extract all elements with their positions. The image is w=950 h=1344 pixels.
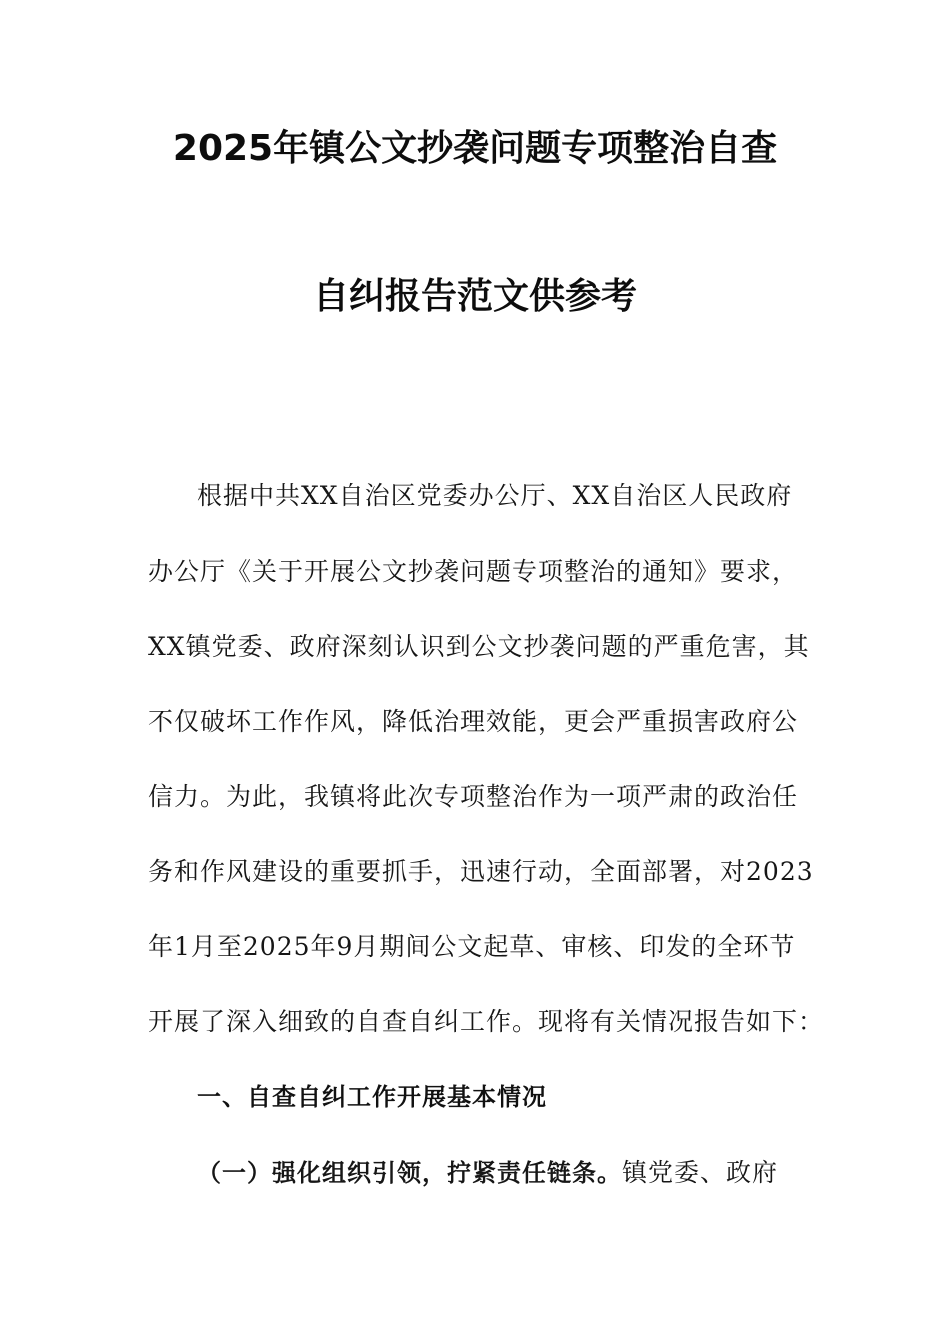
body-line-3: XX镇党委、政府深刻认识到公文抄袭问题的严重危害，其 <box>148 632 810 661</box>
subsection-text: 镇党委、政府 <box>622 1158 779 1187</box>
document-title-line-1: 2025年镇公文抄袭问题专项整治自查 <box>172 128 778 169</box>
body-line-7: 年1月至2025年9月期间公文起草、审核、印发的全环节 <box>148 932 796 961</box>
body-line-2: 办公厅《关于开展公文抄袭问题专项整治的通知》要求， <box>148 557 799 586</box>
body-line-1: 根据中共XX自治区党委办公厅、XX自治区人民政府 <box>197 481 793 510</box>
subsection-paragraph-start <box>197 1153 778 1189</box>
section-heading: 一、自查自纠工作开展基本情况 <box>197 1083 547 1111</box>
subsection-heading: （一）强化组织引领，拧紧责任链条。 <box>197 1159 622 1187</box>
body-line-4: 不仅破坏工作作风，降低治理效能，更会严重损害政府公 <box>148 707 799 736</box>
body-line-5: 信力。为此，我镇将此次专项整治作为一项严肃的政治任 <box>148 782 799 811</box>
body-line-6: 务和作风建设的重要抓手，迅速行动，全面部署，对2023 <box>148 857 814 886</box>
body-line-8: 开展了深入细致的自查自纠工作。现将有关情况报告如下： <box>148 1007 825 1036</box>
document-title-line-2: 自纠报告范文供参考 <box>312 276 637 317</box>
